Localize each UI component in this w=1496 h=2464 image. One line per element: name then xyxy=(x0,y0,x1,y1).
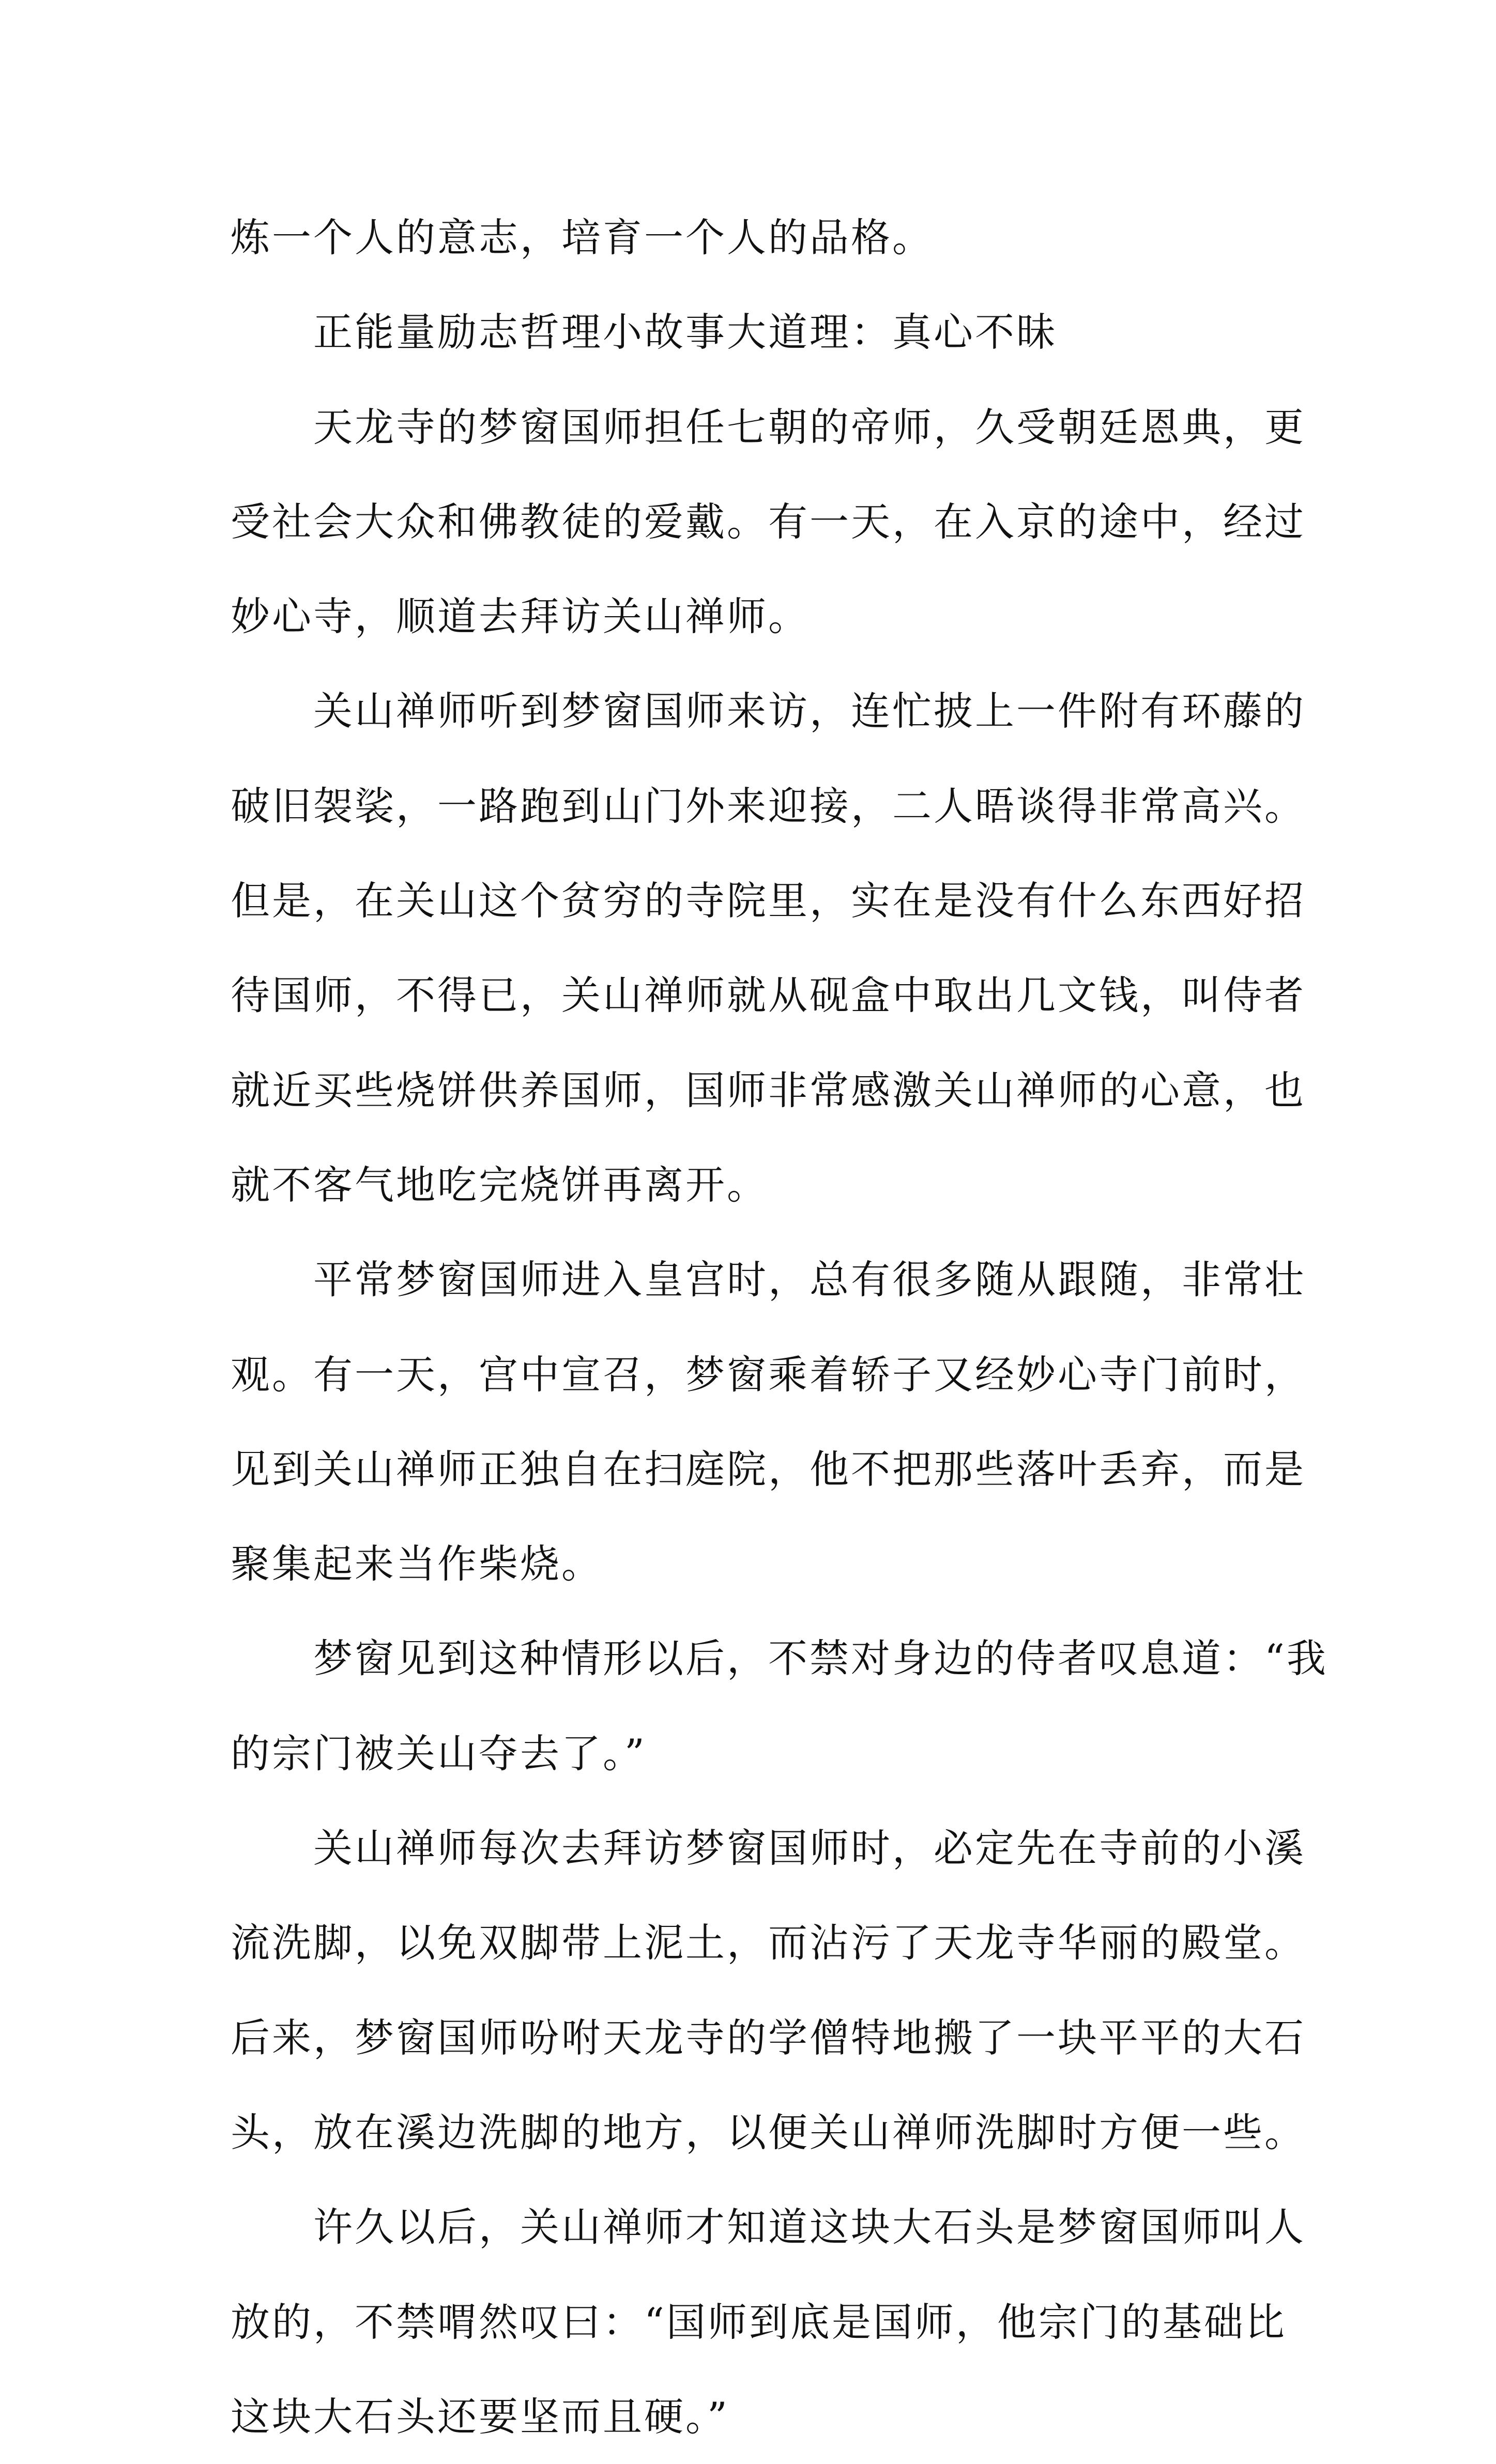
text-line: 后来，梦窗国师吩咐天龙寺的学僧特地搬了一块平平的大石 xyxy=(231,2014,1306,2061)
text-line: 许久以后，关山禅师才知道这块大石头是梦窗国师叫人 xyxy=(313,2204,1306,2251)
text-line: 破旧袈裟，一路跑到山门外来迎接，二人晤谈得非常高兴。 xyxy=(231,783,1306,829)
text-line: 聚集起来当作柴烧。 xyxy=(231,1541,603,1587)
text-line: 炼一个人的意志，培育一个人的品格。 xyxy=(231,215,934,261)
section-heading: 正能量励志哲理小故事大道理：真心不昧 xyxy=(313,309,1058,356)
body-text xyxy=(231,190,1328,2464)
text-line: 放的，不禁喟然叹曰：“国师到底是国师，他宗门的基础比 xyxy=(231,2299,1287,2345)
text-line: 这块大石头还要坚而且硬。” xyxy=(231,2393,729,2440)
text-line: 妙心寺，顺道去拜访关山禅师。 xyxy=(231,593,810,640)
text-line: 关山禅师每次去拜访梦窗国师时，必定先在寺前的小溪 xyxy=(313,1825,1306,1872)
text-line: 平常梦窗国师进入皇宫时，总有很多随从跟随，非常壮 xyxy=(313,1257,1306,1303)
text-line: 就不客气地吃完烧饼再离开。 xyxy=(231,1161,768,1208)
text-line: 天龙寺的梦窗国师担任七朝的帝师，久受朝廷恩典，更 xyxy=(313,404,1306,450)
text-line: 关山禅师听到梦窗国师来访，连忙披上一件附有环藤的 xyxy=(313,688,1306,734)
text-line: 头，放在溪边洗脚的地方，以便关山禅师洗脚时方便一些。 xyxy=(231,2109,1306,2155)
text-line: 梦窗见到这种情形以后，不禁对身边的侍者叹息道：“我 xyxy=(313,1635,1328,1682)
text-line: 就近买些烧饼供养国师，国师非常感激关山禅师的心意，也 xyxy=(231,1067,1306,1113)
text-line: 见到关山禅师正独自在扫庭院，他不把那些落叶丢弃，而是 xyxy=(231,1446,1306,1492)
text-line: 受社会大众和佛教徒的爱戴。有一天，在入京的途中，经过 xyxy=(231,498,1306,545)
text-line: 但是，在关山这个贫穷的寺院里，实在是没有什么东西好招 xyxy=(231,878,1306,924)
text-line: 待国师，不得已，关山禅师就从砚盒中取出几文钱，叫侍者 xyxy=(231,972,1306,1019)
text-line: 观。有一天，宫中宣召，梦窗乘着轿子又经妙心寺门前时， xyxy=(231,1351,1306,1398)
text-line: 的宗门被关山夺去了。” xyxy=(231,1730,647,1777)
text-line: 流洗脚，以免双脚带上泥土，而沾污了天龙寺华丽的殿堂。 xyxy=(231,1920,1306,1966)
